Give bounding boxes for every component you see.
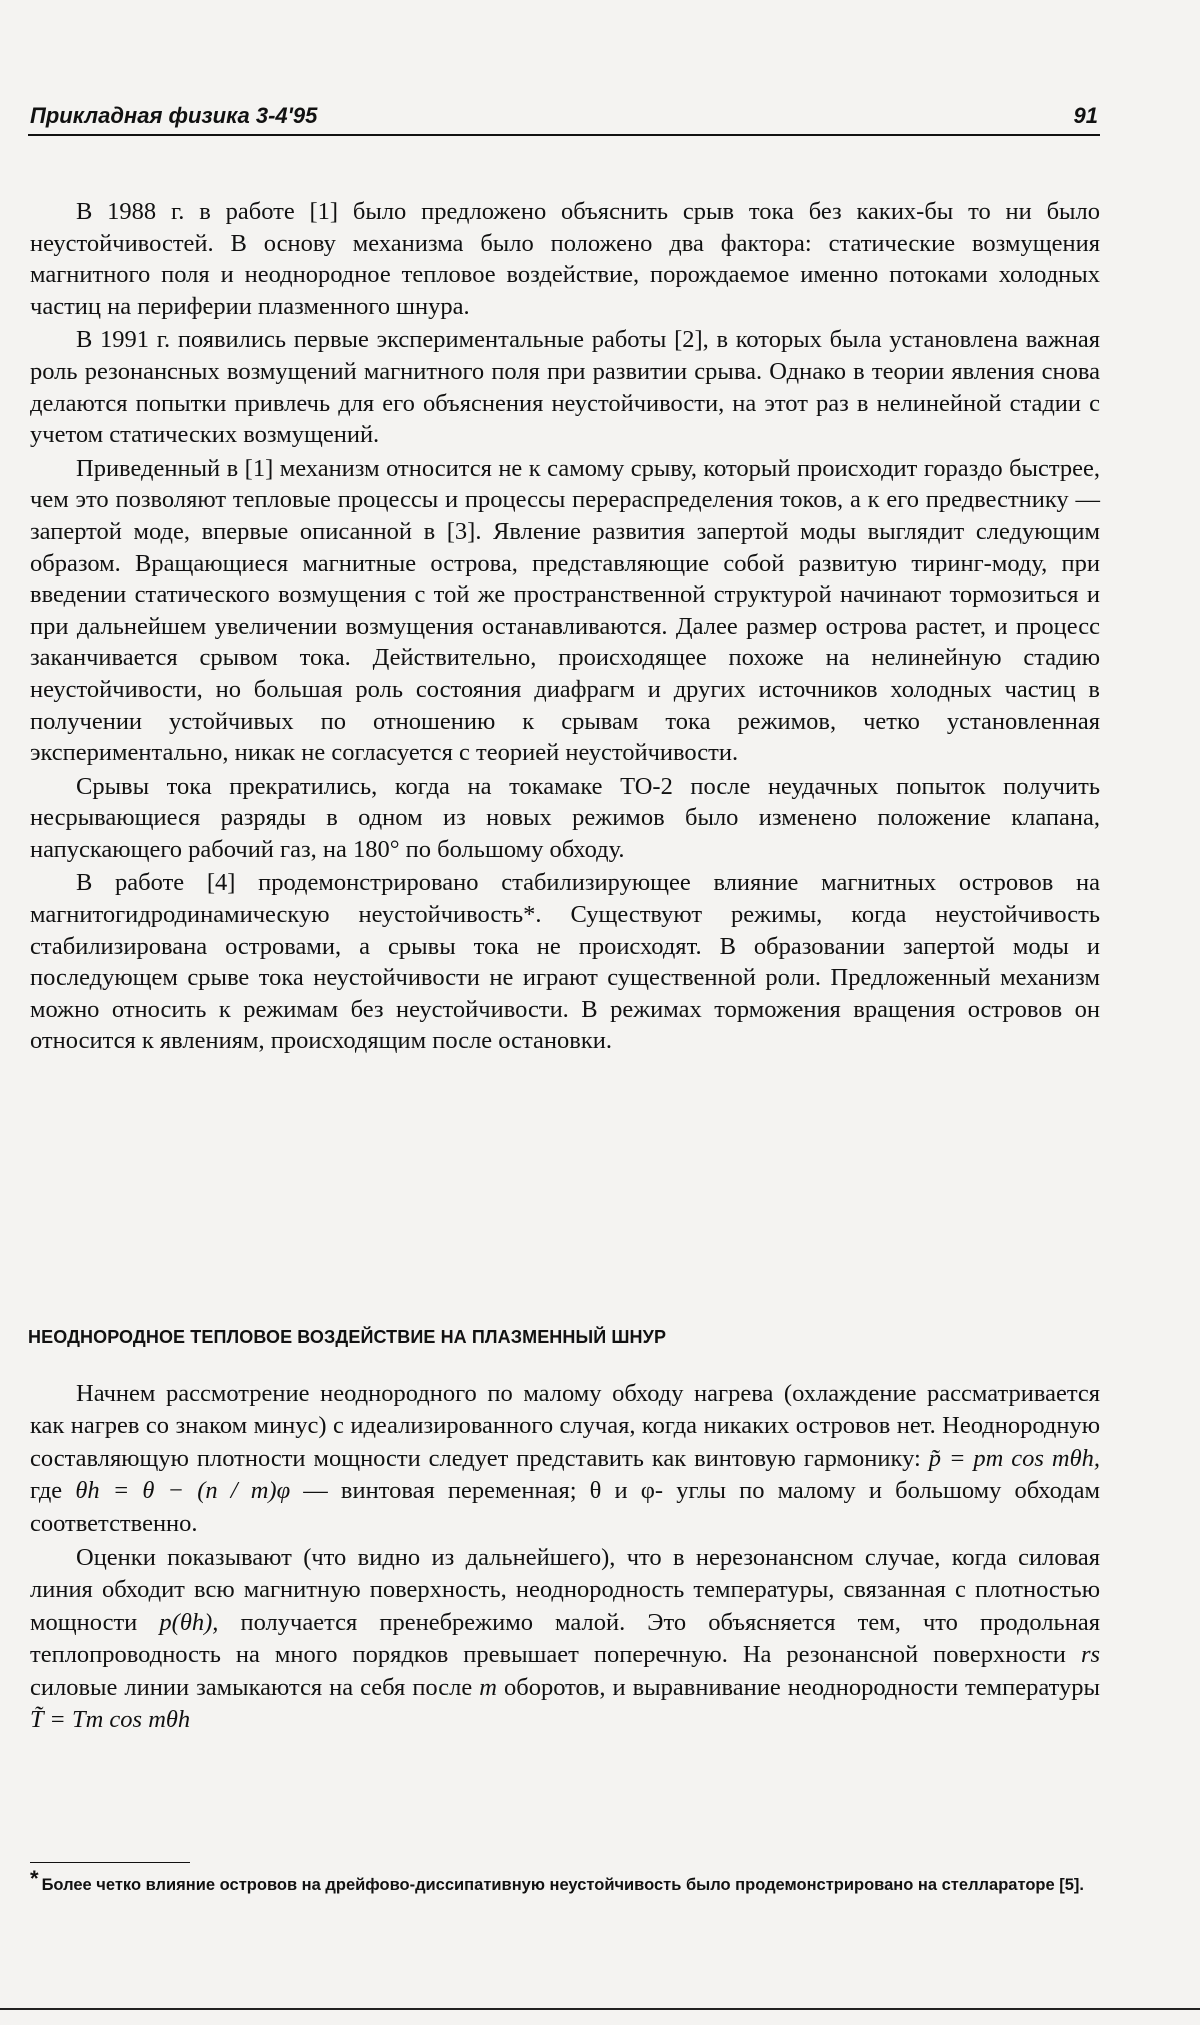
formula-power-function: p(θh), xyxy=(159,1608,219,1636)
paragraph xyxy=(30,1542,1100,1736)
formula-resonant-radius: rs xyxy=(1080,1641,1101,1669)
section-heading: НЕОДНОРОДНОЕ ТЕПЛОВОЕ ВОЗДЕЙСТВИЕ НА ПЛАЗМЕННЫЙ ШНУР xyxy=(28,1327,667,1347)
formula-power-density: p̃ = pm cos mθh, xyxy=(928,1444,1100,1472)
paragraph: Срывы тока прекратились, когда на токамаке ТО-2 после неудачных попыток получить несрывающиеся разряды в одном из новых режимов было изменено положение клапана, напускающего рабочий газ, на 180° по большому обходу. xyxy=(30,772,1100,863)
intro-text-block xyxy=(30,196,1100,1057)
footnote-marker: * xyxy=(30,1866,39,1891)
footnote xyxy=(30,1866,1100,1898)
paragraph-text: — винтовая переменная; θ и φ- углы по малому и большому обходам соответственно. xyxy=(30,1477,1100,1537)
section-text-block xyxy=(30,1378,1100,1736)
footnote-text: Более четко влияние островов на дрейфово-диссипативную неустойчивость было продемонстрировано на стеллараторе [5]. xyxy=(41,1876,1084,1894)
paragraph-text: где xyxy=(30,1477,63,1505)
paragraph: В 1991 г. появились первые экспериментальные работы [2], в которых была установлена важная роль резонансных возмущений магнитного поля при развитии срыва. Однако в теории явления снова делаются попытки привлечь для его объяснения неустойчивости, на этот раз в нелинейной стадии с учетом статических возмущений. xyxy=(30,326,1100,449)
paragraph: В 1988 г. в работе [1] было предложено объяснить срыв тока без каких-бы то ни было неустойчивостей. В основу механизма было положено два фактора: статические возмущения магнитного поля и неоднородное тепловое воздействие, порождаемое именно потоками холодных частиц на периферии плазменного шнура. xyxy=(30,198,1100,320)
page-number: 91 xyxy=(1073,103,1098,128)
paragraph-text: оборотов, и выравнивание неоднородности температуры xyxy=(504,1673,1100,1701)
journal-title: Прикладная физика 3-4'95 xyxy=(30,103,318,128)
footnote-divider xyxy=(30,1862,190,1863)
formula-m: m xyxy=(479,1673,497,1701)
formula-temperature: T̃ = Tm cos mθh xyxy=(30,1706,191,1734)
paragraph-text: силовые линии замыкаются на себя после xyxy=(30,1673,473,1701)
paragraph xyxy=(30,1378,1100,1540)
paragraph-text: Начнем рассмотрение неоднородного по малому обходу нагрева (охлаждение рассматривается как нагрев со знаком минус) с идеализированного случая, когда никаких островов нет. Неоднородную составляющую плотности мощности следует представить как винтовую гармонику: xyxy=(30,1380,1100,1472)
paragraph: В работе [4] продемонстрировано стабилизирующее влияние магнитных островов на магнитогидродинамическую неустойчивость*. Существуют режимы, когда неустойчивость стабилизирована островами, а срывы тока не происходят. В образовании запертой моды и последующем срыве тока неустойчивости не играют существенной роли. Предложенный механизм можно относить к режимам без неустойчивости. В режимах торможения вращения островов он относится к явлениям, происходящим после остановки. xyxy=(30,869,1100,1055)
paragraph: Приведенный в [1] механизм относится не к самому срыву, который происходит гораздо быстрее, чем это позволяют тепловые процессы и процессы перераспределения токов, а к его предвестнику — запертой моде, впервые описанной в [3]. Явление развития запертой моды выглядит следующим образом. Вращающиеся магнитные острова, представляющие собой развитую тиринг-моду, при введении статического возмущения с той же пространственной структурой начинают тормозиться и при дальнейшем увеличении возмущения останавливаются. Далее размер острова растет, и процесс заканчивается срывом тока. Действительно, происходящее похоже на нелинейную стадию неустойчивости, но большая роль состояния диафрагм и других источников холодных частиц в получении устойчивых по отношению к срывам тока режимов, четко установленная экспериментально, никак не согласуется с теорией неустойчивости. xyxy=(30,454,1100,767)
formula-helical-variable: θh = θ − (n / m)φ xyxy=(75,1477,291,1505)
paragraph-text: Оценки показывают (что видно из дальнейшего), что в нерезонансном случае, когда силовая линия обходит всю магнитную поверхность, неоднородность температуры, связанная с плотностью мощности xyxy=(30,1544,1100,1636)
page-bottom-divider xyxy=(0,2008,1200,2010)
paragraph-text: получается пренебрежимо малой. Это объясняется тем, что продольная теплопроводность на много порядков превышает поперечную. На резонансной поверхности xyxy=(30,1608,1100,1669)
running-header xyxy=(28,100,1100,136)
